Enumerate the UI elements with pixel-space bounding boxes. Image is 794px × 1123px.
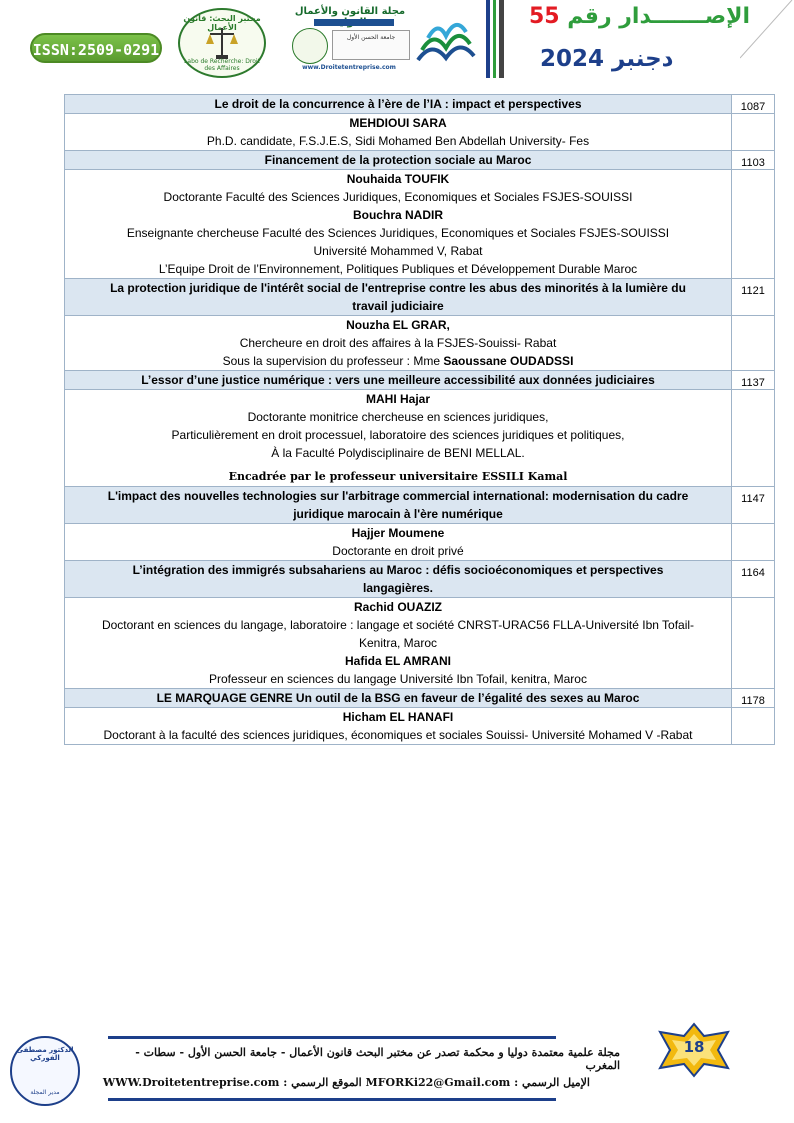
author-affiliation: Doctorante en droit privé xyxy=(332,544,464,558)
toc-table xyxy=(64,94,775,745)
author-affiliation: Particulièrement en droit processuel, laboratoire des sciences juridiques et politiques, xyxy=(171,428,625,442)
article-title-line: Financement de la protection sociale au Maroc xyxy=(264,153,532,167)
toc-title-row xyxy=(65,487,775,524)
article-page-number: 1164 xyxy=(732,561,775,598)
article-title-line: L'impact des nouvelles technologies sur l'arbitrage commercial international: modernisation du cadre xyxy=(107,489,689,503)
site-label: الموقع الرسمي : xyxy=(283,1076,362,1089)
author-name: Rachid OUAZIZ xyxy=(353,600,442,614)
article-page-number: 1121 xyxy=(732,279,775,316)
journal-url: www.Droitetentreprise.com xyxy=(302,64,396,71)
journal-logo xyxy=(284,6,480,74)
toc-title-row xyxy=(65,95,775,114)
supervisor-note: Encadrée par le professeur universitaire ESSILI Kamal xyxy=(228,470,568,483)
article-authors xyxy=(65,316,732,371)
author-affiliation: À la Faculté Polydisciplinaire de BENI MELLAL. xyxy=(271,446,525,460)
article-authors xyxy=(65,170,732,279)
toc-author-row xyxy=(65,708,775,745)
page-number: 18 xyxy=(683,1038,705,1056)
author-name: Nouzha EL GRAR, xyxy=(346,318,450,332)
article-title xyxy=(65,487,732,524)
author-affiliation: Ph.D. candidate, F.S.J.E.S, Sidi Mohamed Ben Abdellah University- Fes xyxy=(206,134,590,148)
issue-date: دجنبر 2024 xyxy=(540,46,674,72)
article-title-line: travail judiciaire xyxy=(352,299,444,313)
corner-decoration xyxy=(740,0,794,60)
article-title-line: LE MARQUAGE GENRE Un outil de la BSG en faveur de l’égalité des sexes au Maroc xyxy=(156,691,640,705)
article-title-line: juridique marocain à l'ère numérique xyxy=(293,507,503,521)
toc-title-row xyxy=(65,561,775,598)
page-number-badge xyxy=(656,1022,732,1078)
toc-author-row xyxy=(65,316,775,371)
toc-author-row xyxy=(65,524,775,561)
author-affiliation: L’Equipe Droit de l’Environnement, Politiques Publiques et Développement Durable Maroc xyxy=(158,262,638,276)
footer-rule-bottom xyxy=(108,1098,556,1101)
article-authors xyxy=(65,114,732,151)
page-column-blank xyxy=(732,170,775,279)
article-authors xyxy=(65,598,732,689)
article-title-line: langagières. xyxy=(362,581,434,595)
footer-rule-top xyxy=(108,1036,556,1039)
site-link[interactable]: WWW.Droitetentreprise.com xyxy=(102,1076,280,1089)
director-stamp xyxy=(10,1036,80,1106)
toc-title-row xyxy=(65,689,775,708)
author-name: Nouhaida TOUFIK xyxy=(346,172,450,186)
author-name: MEHDIOUI SARA xyxy=(349,116,447,130)
article-authors xyxy=(65,390,732,487)
article-page-number: 1087 xyxy=(732,95,775,114)
article-title xyxy=(65,279,732,316)
author-affiliation: Doctorant en sciences du langage, laboratoire : langage et société CNRST-URAC56 FLLA-Université Ibn Tofail- xyxy=(101,618,695,632)
author-name: Bouchra NADIR xyxy=(352,208,443,222)
author-name: Hafida EL AMRANI xyxy=(344,654,451,668)
page-column-blank xyxy=(732,598,775,689)
toc-author-row xyxy=(65,390,775,487)
lab-logo-top-text: مختبر البحث: قانون الأعمال xyxy=(183,14,261,32)
author-name: Hicham EL HANAFI xyxy=(342,710,454,724)
scales-icon xyxy=(206,26,238,60)
page-column-blank xyxy=(732,114,775,151)
toc-author-row xyxy=(65,598,775,689)
toc-title-row xyxy=(65,279,775,316)
article-page-number: 1137 xyxy=(732,371,775,390)
journal-title: مجلة القانون والأعمال xyxy=(294,6,406,17)
article-page-number: 1103 xyxy=(732,151,775,170)
supervisor-name: Saoussane OUDADSSI xyxy=(443,354,574,368)
issn-badge: ISSN:2509-0291 xyxy=(30,33,162,63)
email-label: الإميل الرسمي : xyxy=(514,1076,590,1089)
page-column-blank xyxy=(732,316,775,371)
author-affiliation: Doctorante Faculté des Sciences Juridiques, Economiques et Sociales FSJES-SOUISSI xyxy=(163,190,633,204)
article-title xyxy=(65,95,732,114)
article-title-line: Le droit de la concurrence à l’ère de l’IA : impact et perspectives xyxy=(214,97,582,111)
author-affiliation: Professeur en sciences du langage Université Ibn Tofail, kenitra, Maroc xyxy=(209,672,587,686)
article-authors xyxy=(65,708,732,745)
header-divider xyxy=(486,0,504,78)
lab-logo-bottom-text: Labo de Recherche: Droit des Affaires xyxy=(184,58,260,72)
email-link[interactable]: MFORKi22@Gmail.com xyxy=(365,1076,511,1089)
author-name: MAHI Hajar xyxy=(365,392,430,406)
article-title xyxy=(65,151,732,170)
author-affiliation: Chercheure en droit des affaires à la FSJES-Souissi- Rabat xyxy=(239,336,557,350)
author-affiliation: Doctorante monitrice chercheuse en sciences juridiques, xyxy=(247,410,549,424)
article-authors xyxy=(65,524,732,561)
article-title-line: L’intégration des immigrés subsahariens au Maroc : défis socioéconomiques et perspectives xyxy=(132,563,664,577)
toc-author-row xyxy=(65,170,775,279)
article-title xyxy=(65,371,732,390)
author-affiliation: Kenitra, Maroc xyxy=(358,636,438,650)
lab-logo xyxy=(178,8,266,78)
article-title xyxy=(65,561,732,598)
stamp-bottom-text: مدير المجلة xyxy=(30,1089,60,1096)
article-page-number: 1178 xyxy=(732,689,775,708)
footer-journal-desc: مجلة علمية معتمدة دوليا و محكمة تصدر عن مختبر البحث قانون الأعمال - جامعة الحسن الأول - سطات - المغرب xyxy=(135,1046,620,1072)
page-column-blank xyxy=(732,708,775,745)
journal-title-bar xyxy=(314,19,394,26)
article-title xyxy=(65,689,732,708)
supervisor-line: Sous la supervision du professeur : Mme Saoussane OUDADSSI xyxy=(222,354,574,368)
toc-author-row xyxy=(65,114,775,151)
footer-contacts xyxy=(100,1076,590,1089)
article-page-number: 1147 xyxy=(732,487,775,524)
article-title-line: L’essor d’une justice numérique : vers une meilleure accessibilité aux données judiciaires xyxy=(141,373,655,387)
author-affiliation: Doctorant à la faculté des sciences juridiques, économiques et sociales Souissi- Université Mohamed V -Rabat xyxy=(103,728,693,742)
issue-label: الإصـــــــدار رقم 55 xyxy=(528,4,750,29)
author-affiliation: Université Mohammed V, Rabat xyxy=(313,244,483,258)
toc-title-row xyxy=(65,371,775,390)
issue-number: 55 xyxy=(528,4,560,29)
page-column-blank xyxy=(732,524,775,561)
author-name: Hajjer Moumene xyxy=(351,526,445,540)
toc-title-row xyxy=(65,151,775,170)
author-affiliation: Enseignante chercheuse Faculté des Sciences Juridiques, Economiques et Sociales FSJES-SOUISSI xyxy=(126,226,670,240)
stamp-top-text: الدكتور مصطفى الفوركي xyxy=(16,1046,74,1062)
university-logo: جامعة الحسن الأول xyxy=(332,30,410,60)
journal-seal-icon xyxy=(292,28,328,64)
article-title-line: La protection juridique de l'intérêt social de l'entreprise contre les abus des minorités à la lumière du xyxy=(110,281,686,295)
page-column-blank xyxy=(732,390,775,487)
open-book-icon xyxy=(412,10,478,72)
